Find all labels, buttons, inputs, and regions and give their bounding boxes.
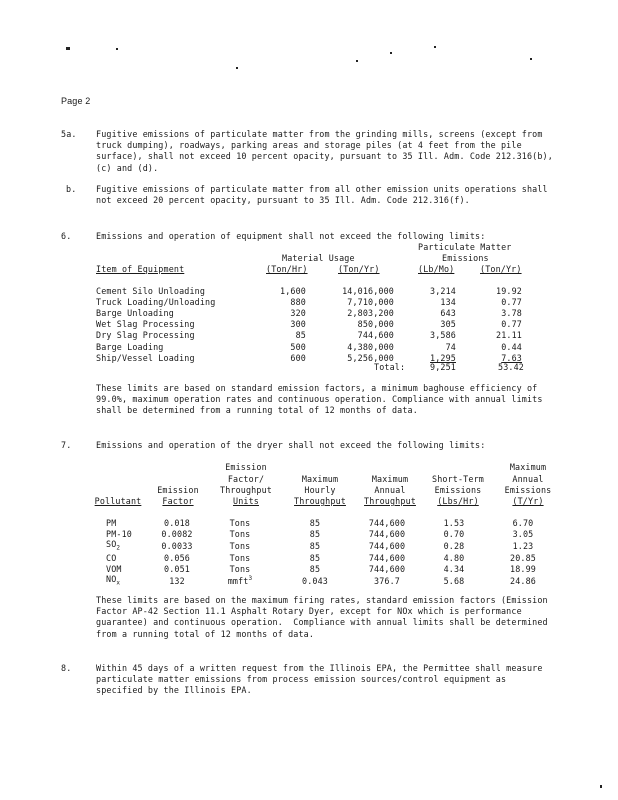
- units-superscript: 3: [248, 575, 253, 583]
- cell-hourly: 85: [309, 528, 321, 539]
- cell-lb-mo: 134: [440, 296, 456, 307]
- cell-hourly: 85: [309, 517, 321, 528]
- cell-short-term: 5.68: [443, 575, 465, 586]
- header-annual-line: Annual: [374, 484, 406, 495]
- table-row: [96, 552, 558, 563]
- lb-mo-header: (Lb/Mo): [418, 264, 455, 274]
- condition-8-number: 8.: [61, 663, 72, 673]
- header-annual-line: Throughput: [364, 496, 416, 506]
- condition-8-text: Within 45 days of a written request from the Illinois EPA, the Permittee shall measure particulate matter emissions from process emission sources/control equipment as specified by the Illinois EPA.: [96, 663, 548, 696]
- cell-item: Wet Slag Processing: [96, 319, 195, 330]
- pollutant-subscript: 2: [116, 545, 121, 553]
- condition-7-intro: Emissions and operation of the dryer shall not exceed the following limits:: [96, 440, 486, 450]
- cell-lb-mo: 74: [445, 341, 456, 352]
- condition-6-note: These limits are based on standard emission factors, a minimum baghouse efficiency of 99.0%, maximum operation rates and continuous operation. Compliance with annual limits shall be determined from a running total of 12 months of data.: [96, 383, 548, 416]
- pollutant-subscript: x: [116, 580, 121, 588]
- pollutant-label: PM-10: [106, 528, 132, 539]
- table-row: [96, 539, 558, 552]
- header-annual-em-line: (T/Yr): [512, 496, 544, 506]
- units-label: Tons: [229, 540, 251, 551]
- header-pollutant-line: Pollutant: [94, 496, 142, 506]
- header-annual-line: Maximum: [371, 473, 409, 484]
- cell-item: Truck Loading/Unloading: [96, 296, 216, 307]
- cell-lb-mo: 643: [440, 307, 456, 318]
- scan-speck: [236, 67, 238, 69]
- cell-item: Barge Unloading: [96, 307, 174, 318]
- pollutant-label: NO: [106, 574, 117, 585]
- header-hourly-line: Maximum: [301, 473, 339, 484]
- cell-factor: 0.0033: [161, 540, 193, 551]
- cell-hourly: 85: [309, 540, 321, 551]
- dryer-table: [96, 517, 558, 587]
- cell-lb-mo: 3,214: [430, 285, 456, 296]
- cell-factor: 0.018: [164, 517, 190, 528]
- units-label: Tons: [229, 528, 251, 539]
- cell-ton-yr: 850,000: [357, 319, 394, 330]
- header-hourly-line: Throughput: [294, 496, 346, 506]
- cell-ton-hr: 300: [290, 319, 306, 330]
- header-short-term-line: (Lbs/Hr): [437, 496, 479, 506]
- cell-units: [204, 574, 276, 587]
- condition-5b-text: Fugitive emissions of particulate matter from all other emission units operations shall not exceed 20 percent opacity, pursuant to 35 Ill. Adm. Code 212.316(f).: [96, 184, 553, 206]
- cell-factor: 0.051: [164, 563, 190, 574]
- header-factor-line: Factor: [162, 496, 194, 506]
- cell-units: [204, 517, 276, 528]
- cell-units: [204, 563, 276, 574]
- cell-ton-hr: 85: [295, 330, 306, 341]
- table-row: [96, 296, 522, 307]
- table-row: [96, 574, 558, 587]
- header-ef-throughput-line: Emission: [225, 462, 267, 473]
- pollutant-label: CO: [106, 552, 117, 563]
- cell-annual-emissions: 3.05: [512, 528, 534, 539]
- header-ef-throughput-line: Factor/: [227, 473, 265, 484]
- total-label: Total:: [374, 362, 406, 372]
- header-ef-throughput-line: Throughput: [220, 484, 272, 495]
- cell-units: [204, 539, 276, 552]
- ton-yr-emis-header: (Ton/Yr): [480, 264, 522, 274]
- header-ef-throughput-line: Units: [233, 496, 259, 506]
- cell-hourly: 85: [309, 563, 321, 574]
- table-row: [96, 319, 522, 330]
- condition-6-number: 6.: [61, 231, 72, 241]
- table-row: [96, 563, 558, 574]
- cell-item: Ship/Vessel Loading: [96, 352, 195, 363]
- page-label: Page 2: [61, 96, 91, 106]
- pollutant-label: VOM: [106, 563, 122, 574]
- cell-annual-emissions: 1.23: [512, 540, 534, 551]
- cell-short-term: 1.53: [443, 517, 465, 528]
- cell-units: [204, 552, 276, 563]
- cell-short-term: 4.34: [443, 563, 465, 574]
- cell-hourly: 0.043: [302, 575, 328, 586]
- cell-lb-mo: 305: [440, 319, 456, 330]
- cell-item: Dry Slag Processing: [96, 330, 195, 341]
- scan-speck: [390, 52, 392, 54]
- cell-ton-yr: 5,256,000: [347, 352, 394, 363]
- cell-annual: 376.7: [374, 575, 400, 586]
- total-lb-mo: 9,251: [430, 362, 456, 372]
- cell-ton-hr: 500: [290, 341, 306, 352]
- header-annual-em-line: Annual: [512, 473, 544, 484]
- cell-ton-hr: 1,600: [280, 285, 306, 296]
- cell-hourly: 85: [309, 552, 321, 563]
- cell-ton-yr-e: 7.63: [501, 352, 522, 363]
- cell-pollutant: [96, 552, 150, 563]
- cell-ton-yr-e: 21.11: [496, 330, 522, 341]
- cell-ton-yr: 14,016,000: [342, 285, 394, 296]
- condition-7-number: 7.: [61, 440, 72, 450]
- scan-speck: [600, 785, 602, 788]
- scan-speck: [530, 58, 532, 60]
- cell-ton-hr: 600: [290, 352, 306, 363]
- scan-speck: [66, 47, 70, 50]
- table-row: [96, 285, 522, 296]
- table-row: [96, 528, 558, 539]
- condition-5a-text: Fugitive emissions of particulate matter from the grinding mills, screens (except from truck dumping), roadways, parking areas and storage piles (at 4 feet from the pile surface), shall not exceed 10 percent opacity, pursuant to 35 Ill. Adm. Code 212.316(b), (c) and (d).: [96, 129, 559, 173]
- material-usage-header: Material Usage: [282, 253, 355, 263]
- cell-ton-yr: 2,803,200: [347, 307, 394, 318]
- header-annual-em-line: Emissions: [504, 484, 552, 495]
- pollutant-label: SO: [106, 539, 117, 550]
- cell-annual-emissions: 20.85: [510, 552, 536, 563]
- condition-7-note: These limits are based on the maximum firing rates, standard emission factors (Emission Factor AP-42 Section 11.1 Asphalt Rotary Dyer, except for NOx which is performance guarantee) and continuous operation. Compliance with annual limits shall be determined from a running total of 12 months of data.: [96, 595, 553, 639]
- condition-5a-number: 5a.: [61, 129, 77, 139]
- cell-short-term: 0.70: [443, 528, 465, 539]
- scan-speck: [434, 46, 436, 48]
- cell-annual-emissions: 24.86: [510, 575, 536, 586]
- units-label: Tons: [229, 552, 251, 563]
- total-ton-yr: 53.42: [498, 362, 524, 372]
- header-hourly-line: Hourly: [304, 484, 336, 495]
- cell-item: Barge Loading: [96, 341, 164, 352]
- condition-5b-number: b.: [66, 184, 77, 194]
- cell-annual-emissions: 6.70: [512, 517, 534, 528]
- table-row: [96, 307, 522, 318]
- pm-emissions-header: Emissions: [442, 253, 489, 263]
- cell-pollutant: [96, 574, 150, 587]
- cell-ton-yr-e: 0.77: [501, 296, 522, 307]
- cell-ton-hr: 320: [290, 307, 306, 318]
- pm-group-header: Particulate Matter: [418, 242, 512, 252]
- table-row: [96, 330, 522, 341]
- table-row: [96, 517, 558, 528]
- cell-ton-yr: 744,600: [357, 330, 394, 341]
- cell-ton-yr-e: 0.77: [501, 319, 522, 330]
- header-annual-em-line: Maximum: [509, 462, 547, 473]
- cell-pollutant: [96, 539, 150, 552]
- cell-item: Cement Silo Unloading: [96, 285, 206, 296]
- cell-ton-yr-e: 3.78: [501, 307, 522, 318]
- header-factor-line: Emission: [157, 484, 199, 495]
- scan-speck: [116, 48, 118, 50]
- table-row: [96, 341, 522, 352]
- cell-ton-hr: 880: [290, 296, 306, 307]
- cell-factor: 0.056: [164, 552, 190, 563]
- item-header: Item of Equipment: [96, 264, 185, 274]
- cell-annual: 744,600: [368, 552, 406, 563]
- equipment-table: [96, 285, 522, 363]
- cell-short-term: 4.80: [443, 552, 465, 563]
- units-label: Tons: [229, 517, 251, 528]
- cell-factor: 132: [169, 575, 185, 586]
- ton-hr-header: (Ton/Hr): [266, 264, 308, 274]
- cell-ton-yr-e: 0.44: [501, 341, 522, 352]
- pollutant-label: PM: [106, 517, 117, 528]
- cell-annual: 744,600: [368, 563, 406, 574]
- units-label: mmft: [227, 576, 249, 587]
- cell-pollutant: [96, 528, 150, 539]
- header-short-term-line: Emissions: [434, 484, 482, 495]
- units-label: Tons: [229, 563, 251, 574]
- cell-annual: 744,600: [368, 540, 406, 551]
- header-short-term-line: Short-Term: [432, 473, 484, 484]
- cell-ton-yr: 7,710,000: [347, 296, 394, 307]
- cell-pollutant: [96, 563, 150, 574]
- cell-units: [204, 528, 276, 539]
- cell-annual: 744,600: [368, 528, 406, 539]
- ton-yr-header: (Ton/Yr): [338, 264, 380, 274]
- cell-ton-yr: 4,380,000: [347, 341, 394, 352]
- cell-lb-mo: 1,295: [430, 352, 456, 363]
- cell-annual: 744,600: [368, 517, 406, 528]
- cell-short-term: 0.28: [443, 540, 465, 551]
- cell-factor: 0.0082: [161, 528, 193, 539]
- scan-speck: [356, 60, 358, 62]
- cell-lb-mo: 3,586: [430, 330, 456, 341]
- condition-6-intro: Emissions and operation of equipment shall not exceed the following limits:: [96, 231, 486, 241]
- table-row: [96, 352, 522, 363]
- cell-ton-yr-e: 19.92: [496, 285, 522, 296]
- cell-annual-emissions: 18.99: [510, 563, 536, 574]
- cell-pollutant: [96, 517, 150, 528]
